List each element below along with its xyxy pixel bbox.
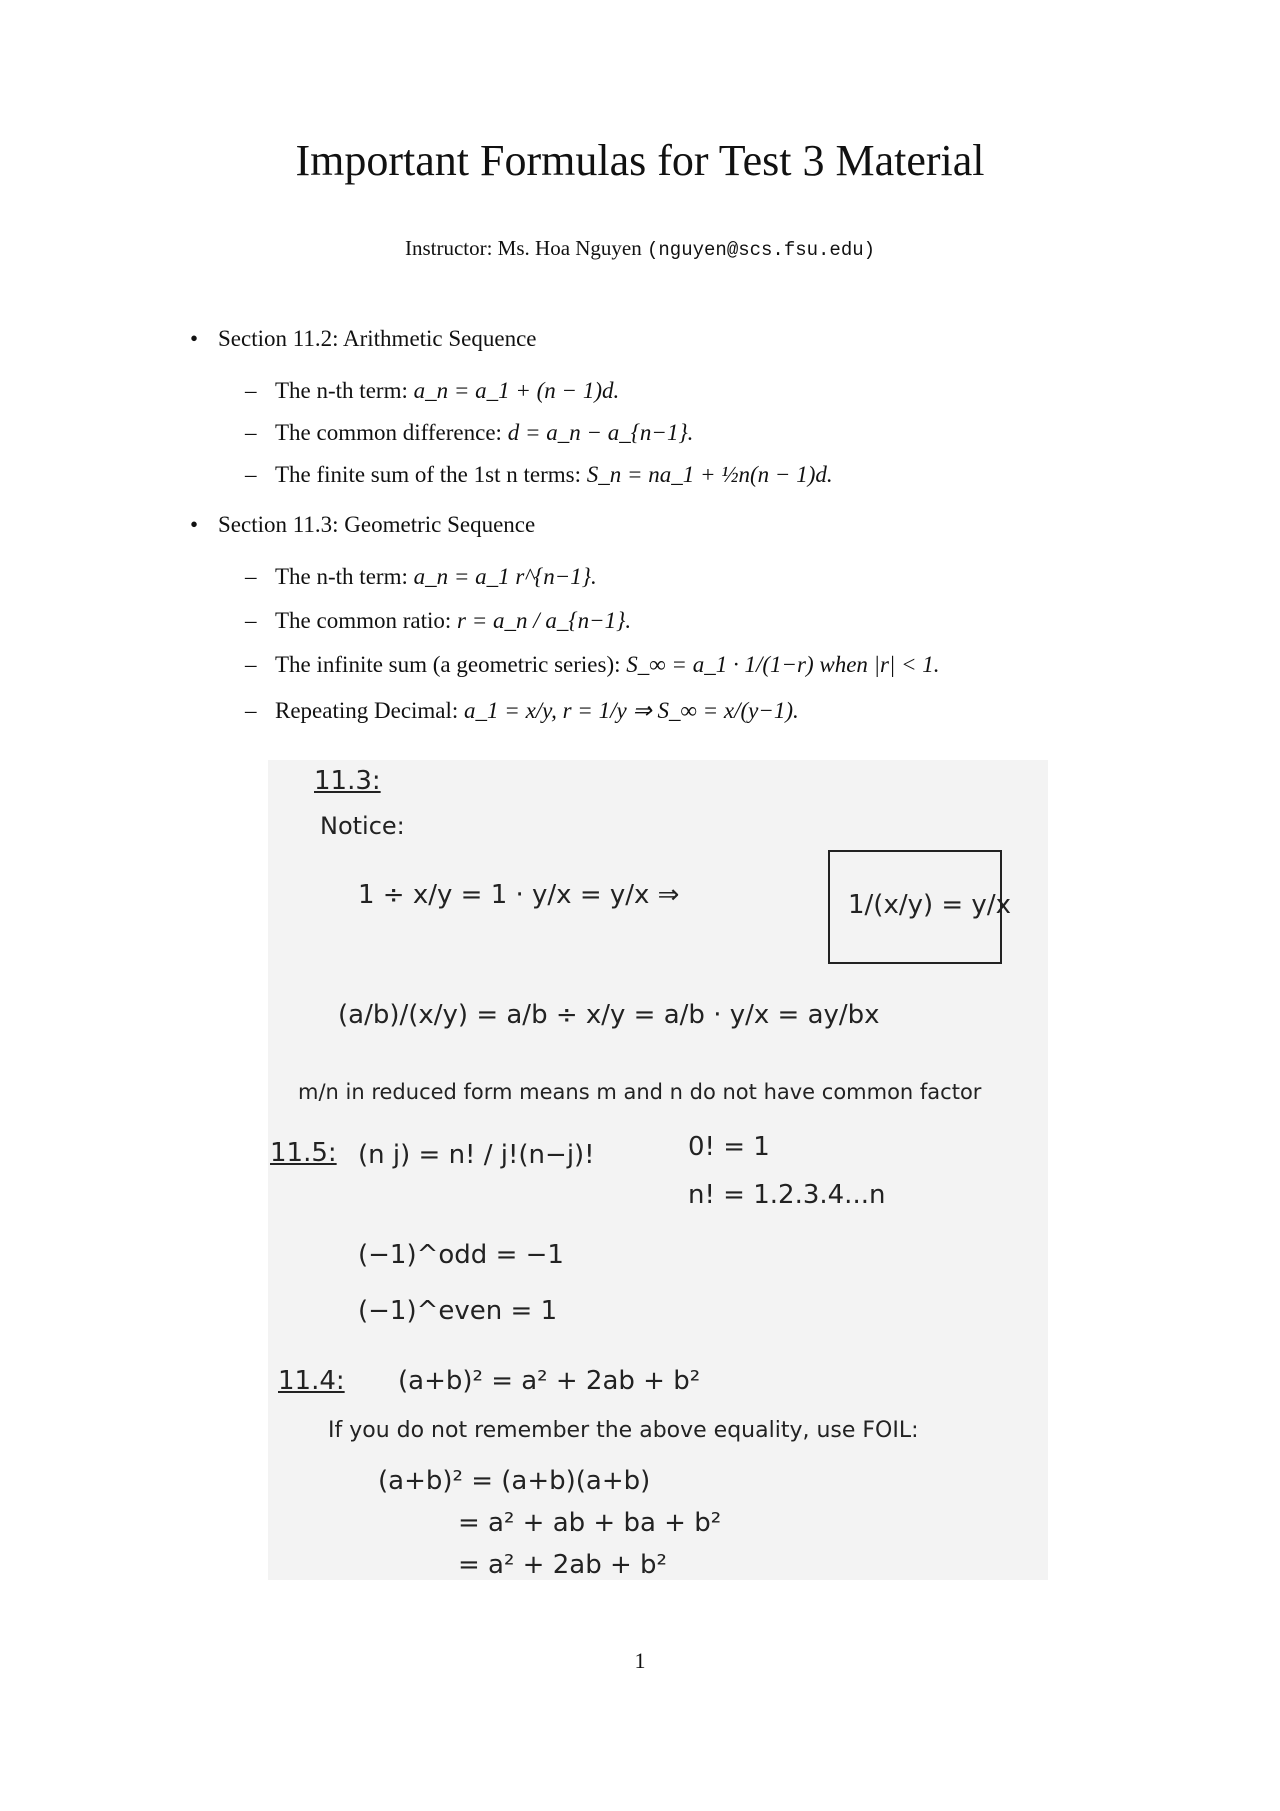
division-line: (a/b)/(x/y) = a/b ÷ x/y = a/b · y/x = ay/bx — [338, 1000, 880, 1030]
formula: a_n = a_1 r^{n−1}. — [413, 564, 597, 589]
foil-note: If you do not remember the above equality, use FOIL: — [328, 1418, 919, 1443]
item-geo-common-ratio: – The common ratio: r = a_n / a_{n−1}. — [245, 608, 632, 633]
binomial-coefficient: (n j) = n! / j!(n−j)! — [358, 1140, 595, 1170]
item-geo-repeating-decimal: – Repeating Decimal: a_1 = x/y, r = 1/y ⇒ S_∞ = x/(y−1). — [245, 698, 799, 723]
formula: a_1 = x/y, r = 1/y ⇒ S_∞ = x/(y−1). — [464, 698, 799, 723]
square-identity: (a+b)² = a² + 2ab + b² — [398, 1366, 701, 1396]
section-heading-11-2: • Section 11.2: Arithmetic Sequence — [190, 326, 537, 351]
instructor-email: (nguyen@scs.fsu.edu) — [647, 239, 876, 261]
reduced-form-note: m/n in reduced form means m and n do not have common factor — [298, 1080, 982, 1104]
instructor-name: Instructor: Ms. Hoa Nguyen — [404, 236, 642, 260]
page-title: Important Formulas for Test 3 Material — [295, 136, 985, 185]
section-heading-11-3: • Section 11.3: Geometric Sequence — [190, 512, 536, 537]
formula: S_∞ = a_1 · 1/(1−r) when |r| < 1. — [626, 652, 940, 677]
formula: a_n = a_1 + (n − 1)d. — [413, 378, 620, 403]
formula: S_n = na_1 + ½n(n − 1)d. — [586, 462, 833, 487]
instructor-line — [0, 236, 1280, 261]
item-geo-nth-term: – The n-th term: a_n = a_1 r^{n−1}. — [245, 564, 597, 589]
page-number: 1 — [634, 1648, 646, 1673]
label-11-5: 11.5: — [270, 1138, 337, 1168]
foil-step-1: (a+b)² = (a+b)(a+b) — [378, 1466, 651, 1496]
zero-factorial: 0! = 1 — [688, 1132, 770, 1162]
foil-step-2: = a² + ab + ba + b² — [458, 1508, 722, 1538]
odd-power: (−1)^odd = −1 — [358, 1240, 564, 1270]
item-arith-finite-sum: – The finite sum of the 1st n terms: S_n = na_1 + ½n(n − 1)d. — [245, 462, 833, 487]
handwritten-notes — [268, 760, 1048, 1580]
item-arith-nth-term: – The n-th term: a_n = a_1 + (n − 1)d. — [245, 378, 620, 403]
formula: d = a_n − a_{n−1}. — [507, 420, 694, 445]
boxed-result: 1/(x/y) = y/x — [828, 850, 1002, 964]
n-factorial: n! = 1.2.3.4...n — [688, 1180, 886, 1210]
item-geo-infinite-sum: – The infinite sum (a geometric series): S_∞ = a_1 · 1/(1−r) when |r| < 1. — [245, 652, 940, 677]
label-11-3: 11.3: — [314, 766, 381, 796]
label-11-4: 11.4: — [278, 1366, 345, 1396]
item-arith-common-difference: – The common difference: d = a_n − a_{n−1}. — [245, 420, 694, 445]
notice-label: Notice: — [320, 812, 405, 840]
foil-step-3: = a² + 2ab + b² — [458, 1550, 667, 1580]
reciprocal-line: 1 ÷ x/y = 1 · y/x = y/x ⇒ — [358, 880, 680, 910]
even-power: (−1)^even = 1 — [358, 1296, 558, 1326]
formula: r = a_n / a_{n−1}. — [457, 608, 632, 633]
